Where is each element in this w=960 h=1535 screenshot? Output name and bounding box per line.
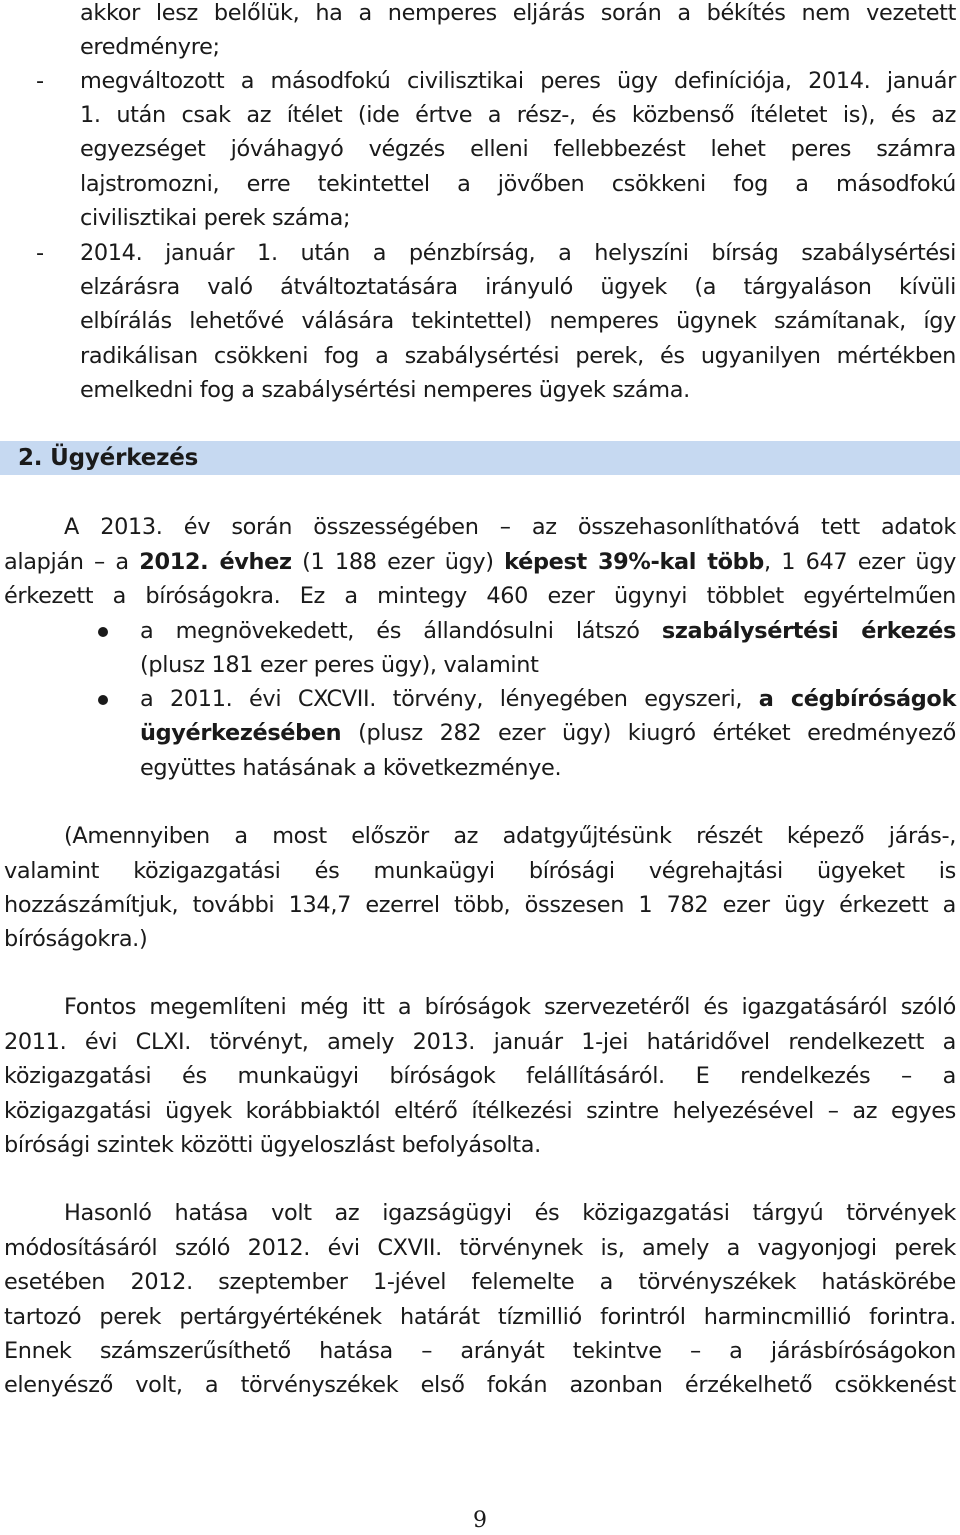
paragraph-line: bíróságokra.) xyxy=(4,926,148,952)
text-run: (1 188 ezer ügy) xyxy=(291,549,505,575)
paragraph-line xyxy=(4,545,956,579)
list-item-line: civilisztikai perek száma; xyxy=(80,205,351,231)
list-dash: - xyxy=(36,240,44,266)
list-item-line: radikálisan csökkeni fog a szabálysértési perek, és ugyanilyen mértékben xyxy=(80,343,956,369)
bold-text: képest 39%-kal több xyxy=(504,549,764,575)
text-run: (plusz 282 ezer ügy) kiugró értéket eredményező xyxy=(341,720,956,746)
paragraph-line: 2011. évi CLXI. törvényt, amely 2013. január 1-jei határidővel rendelkezett a xyxy=(4,1029,956,1055)
list-item-line: egyezséget jóváhagyó végzés elleni fellebbezést lehet peres számra xyxy=(80,136,956,162)
bullet-line: együttes hatásának a következménye. xyxy=(140,755,562,781)
paragraph-line: bírósági szintek közötti ügyeloszlást befolyásolta. xyxy=(4,1132,541,1158)
list-item-line: 2014. január 1. után a pénzbírság, a helyszíni bírság szabálysértési xyxy=(80,240,956,266)
text-run: a 2011. évi CXCVII. törvény, lényegében egyszeri, xyxy=(140,686,759,712)
paragraph-line: esetében 2012. szeptember 1-jével felemelte a törvényszékek hatáskörébe xyxy=(4,1269,956,1295)
text-run: , 1 647 ezer ügy xyxy=(763,549,956,575)
list-dash: - xyxy=(36,68,44,94)
page-number: 9 xyxy=(473,1508,487,1533)
bold-text: ügyérkezésében xyxy=(140,720,342,746)
bullet-dot xyxy=(98,695,108,705)
list-item-line: megváltozott a másodfokú civilisztikai peres ügy definíciója, 2014. január xyxy=(80,68,956,94)
text-run: a megnövekedett, és állandósulni látszó xyxy=(140,618,662,644)
text-run: alapján – a xyxy=(4,549,140,575)
paragraph-line: hozzászámítjuk, további 134,7 ezerrel több, összesen 1 782 ezer ügy érkezett a xyxy=(4,892,956,918)
section-heading: 2. Ügyérkezés xyxy=(18,445,199,471)
bullet-dot xyxy=(98,627,108,637)
list-item-continuation: eredményre; xyxy=(80,34,220,60)
paragraph-line: közigazgatási és munkaügyi bíróságok felállításáról. E rendelkezés – a xyxy=(4,1063,956,1089)
paragraph-line: érkezett a bíróságokra. Ez a mintegy 460 ezer ügynyi többlet egyértelműen xyxy=(4,583,956,609)
paragraph-line: elenyésző volt, a törvényszékek első fokán azonban érzékelhető csökkenést xyxy=(4,1372,956,1398)
paragraph-line: A 2013. év során összességében – az összehasonlíthatóvá tett adatok xyxy=(64,514,956,540)
list-item-line: lajstromozni, erre tekintettel a jövőben csökkeni fog a másodfokú xyxy=(80,171,956,197)
list-item-line: elbírálás lehetővé válására tekintettel) nemperes ügynek számítanak, így xyxy=(80,308,956,334)
paragraph-line: módosításáról szóló 2012. évi CXVII. törvénynek is, amely a vagyonjogi perek xyxy=(4,1235,956,1261)
paragraph-line: Fontos megemlíteni még itt a bíróságok szervezetéről és igazgatásáról szóló xyxy=(64,994,956,1020)
bullet-line xyxy=(140,682,956,716)
list-item-continuation: akkor lesz belőlük, ha a nemperes eljárás során a békítés nem vezetett xyxy=(80,0,956,26)
paragraph-line: tartozó perek pertárgyértékének határát tízmillió forintról harmincmillió forintra. xyxy=(4,1304,956,1330)
list-item-line: emelkedni fog a szabálysértési nemperes ügyek száma. xyxy=(80,377,690,403)
paragraph-line: Hasonló hatása volt az igazságügyi és közigazgatási tárgyú törvények xyxy=(64,1200,956,1226)
bullet-line xyxy=(140,614,956,648)
bold-text: 2012. évhez xyxy=(139,549,292,575)
paragraph-line: (Amennyiben a most először az adatgyűjtésünk részét képező járás-, xyxy=(64,823,956,849)
bullet-line xyxy=(140,716,956,750)
bullet-line: (plusz 181 ezer peres ügy), valamint xyxy=(140,652,539,678)
bold-text: szabálysértési érkezés xyxy=(661,618,956,644)
paragraph-line: valamint közigazgatási és munkaügyi bírósági végrehajtási ügyeket is xyxy=(4,858,956,884)
list-item-line: 1. után csak az ítélet (ide értve a rész-, és közbenső ítéletet is), és az xyxy=(80,102,956,128)
paragraph-line: közigazgatási ügyek korábbiaktól eltérő ítélkezési szintre helyezésével – az egyes xyxy=(4,1098,956,1124)
bold-text: a cégbíróságok xyxy=(758,686,956,712)
paragraph-line: Ennek számszerűsíthető hatása – arányát tekintve – a járásbíróságokon xyxy=(4,1338,956,1364)
list-item-line: elzárásra való átváltoztatására irányuló ügyek (a tárgyaláson kívüli xyxy=(80,274,956,300)
